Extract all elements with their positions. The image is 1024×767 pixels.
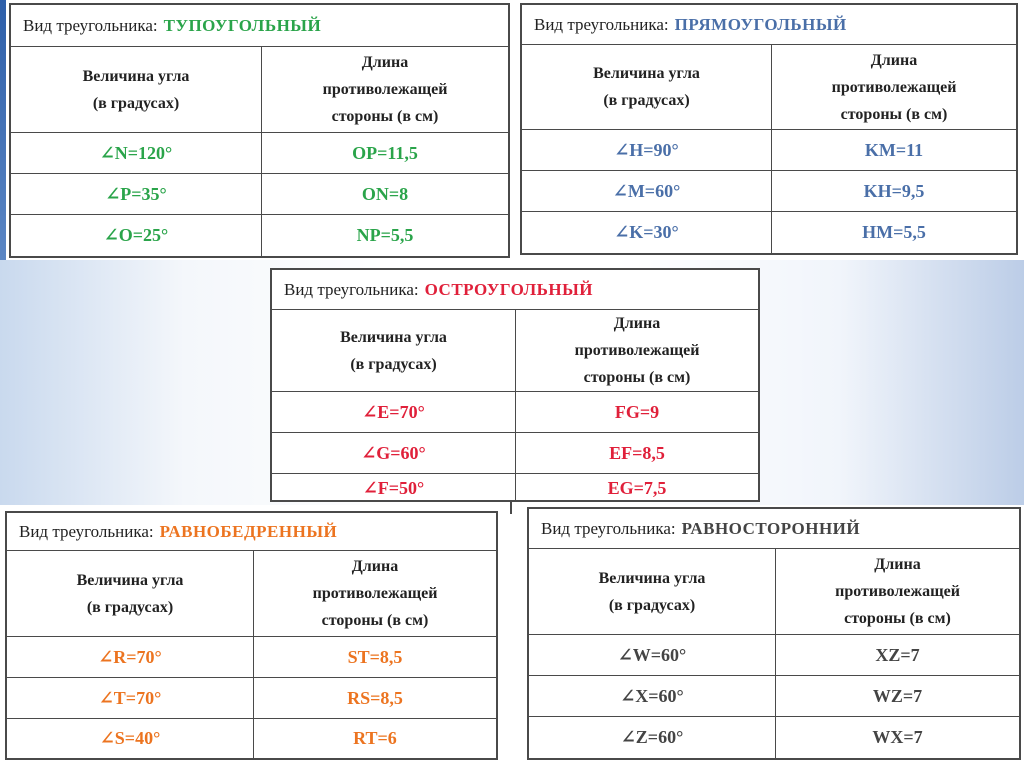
table-acute bbox=[270, 268, 760, 502]
header-side bbox=[776, 549, 1019, 635]
side-cell: ST=8,5 bbox=[254, 637, 496, 678]
angle-cell: ∠X=60° bbox=[529, 676, 776, 717]
header-side-line2: противолежащей bbox=[835, 583, 960, 600]
header-side-line3: стороны (в см) bbox=[321, 612, 429, 629]
side-cell: KM=11 bbox=[772, 130, 1016, 171]
header-side-line2: противолежащей bbox=[831, 78, 957, 96]
side-cell: HM=5,5 bbox=[862, 222, 926, 242]
side-cell: OP=11,5 bbox=[262, 133, 508, 174]
table-title bbox=[529, 509, 1019, 549]
header-angle bbox=[11, 47, 262, 133]
header-angle-line1: Величина угла bbox=[340, 328, 447, 346]
header-side bbox=[262, 47, 508, 133]
side-cell: WZ=7 bbox=[776, 676, 1019, 717]
side-cell: FG=9 bbox=[516, 392, 758, 433]
triangle-kind: РАВНОСТОРОННИЙ bbox=[681, 518, 861, 538]
header-side-line3: стороны (в см) bbox=[583, 369, 691, 386]
header-angle bbox=[272, 310, 516, 392]
connector-line bbox=[510, 500, 512, 514]
angle-cell: ∠G=60° bbox=[272, 433, 516, 474]
header-side-line2: противолежащей bbox=[574, 342, 700, 359]
angle-cell: ∠T=70° bbox=[7, 678, 254, 719]
table-title bbox=[522, 5, 1016, 45]
header-side bbox=[254, 551, 496, 637]
header-side-line3: стороны (в см) bbox=[844, 610, 951, 627]
header-side-line2: противолежащей bbox=[322, 81, 448, 98]
angle-cell: ∠S=40° bbox=[7, 719, 254, 758]
header-side bbox=[516, 310, 758, 392]
header-angle-line2: (в градусах) bbox=[92, 94, 180, 112]
triangle-kind: ТУПОУГОЛЬНЫЙ bbox=[163, 15, 322, 35]
angle-cell: ∠K=30° bbox=[522, 212, 772, 253]
title-prefix: Вид треугольника: bbox=[534, 14, 669, 34]
angle-cell: ∠F=50° bbox=[272, 474, 516, 502]
header-side bbox=[772, 45, 1016, 130]
table-right bbox=[520, 3, 1018, 255]
side-cell: RS=8,5 bbox=[254, 678, 496, 719]
side-cell: KH=9,5 bbox=[772, 171, 1016, 212]
angle-cell: ∠E=70° bbox=[272, 392, 516, 433]
title-prefix: Вид треугольника: bbox=[284, 279, 419, 299]
table-obtuse bbox=[9, 3, 510, 258]
table-isosceles bbox=[5, 511, 498, 760]
header-side-line3: стороны (в см) bbox=[331, 108, 439, 125]
title-prefix: Вид треугольника: bbox=[541, 518, 676, 538]
table-title bbox=[11, 5, 508, 47]
side-cell: ON=8 bbox=[262, 174, 508, 215]
angle-cell: ∠W=60° bbox=[529, 635, 776, 676]
header-side-line1: Длина bbox=[351, 558, 399, 575]
table-title bbox=[7, 513, 496, 551]
triangle-kind: ПРЯМОУГОЛЬНЫЙ bbox=[674, 14, 847, 34]
angle-cell: ∠N=120° bbox=[11, 133, 262, 174]
side-cell: WX=7 bbox=[872, 727, 923, 747]
side-cell: RT=6 bbox=[353, 728, 397, 748]
angle-cell: ∠P=35° bbox=[11, 174, 262, 215]
side-cell: EG=7,5 bbox=[607, 477, 667, 498]
side-cell: EF=8,5 bbox=[516, 433, 758, 474]
angle-cell: ∠Z=60° bbox=[529, 717, 776, 758]
angle-cell: ∠H=90° bbox=[522, 130, 772, 171]
triangle-kind: РАВНОБЕДРЕННЫЙ bbox=[159, 521, 338, 541]
angle-cell: ∠M=60° bbox=[522, 171, 772, 212]
header-side-line1: Длина bbox=[361, 54, 409, 71]
header-side-line1: Длина bbox=[874, 556, 921, 573]
angle-cell: ∠O=25° bbox=[11, 215, 262, 256]
header-angle-line2: (в градусах) bbox=[603, 92, 690, 109]
header-angle-line1: Величина угла bbox=[593, 65, 700, 82]
side-cell: NP=5,5 bbox=[356, 225, 414, 245]
table-equilateral bbox=[527, 507, 1021, 760]
header-angle-line2: (в градусах) bbox=[350, 355, 437, 373]
header-angle bbox=[7, 551, 254, 637]
header-angle-line1: Величина угла bbox=[82, 67, 190, 85]
header-angle-line1: Величина угла bbox=[76, 571, 184, 589]
header-angle-line2: (в градусах) bbox=[608, 596, 696, 614]
header-side-line3: стороны (в см) bbox=[840, 105, 948, 123]
triangle-kind: ОСТРОУГОЛЬНЫЙ bbox=[424, 279, 594, 299]
angle-cell: ∠R=70° bbox=[7, 637, 254, 678]
side-cell: XZ=7 bbox=[776, 635, 1019, 676]
title-prefix: Вид треугольника: bbox=[19, 521, 154, 541]
header-angle bbox=[529, 549, 776, 635]
header-angle-line1: Величина угла bbox=[598, 569, 706, 587]
header-side-line1: Длина bbox=[613, 315, 661, 332]
title-prefix: Вид треугольника: bbox=[23, 15, 158, 35]
header-angle-line2: (в градусах) bbox=[86, 598, 174, 616]
header-angle bbox=[522, 45, 772, 130]
header-side-line1: Длина bbox=[870, 51, 918, 69]
table-title bbox=[272, 270, 758, 310]
header-side-line2: противолежащей bbox=[312, 585, 438, 602]
